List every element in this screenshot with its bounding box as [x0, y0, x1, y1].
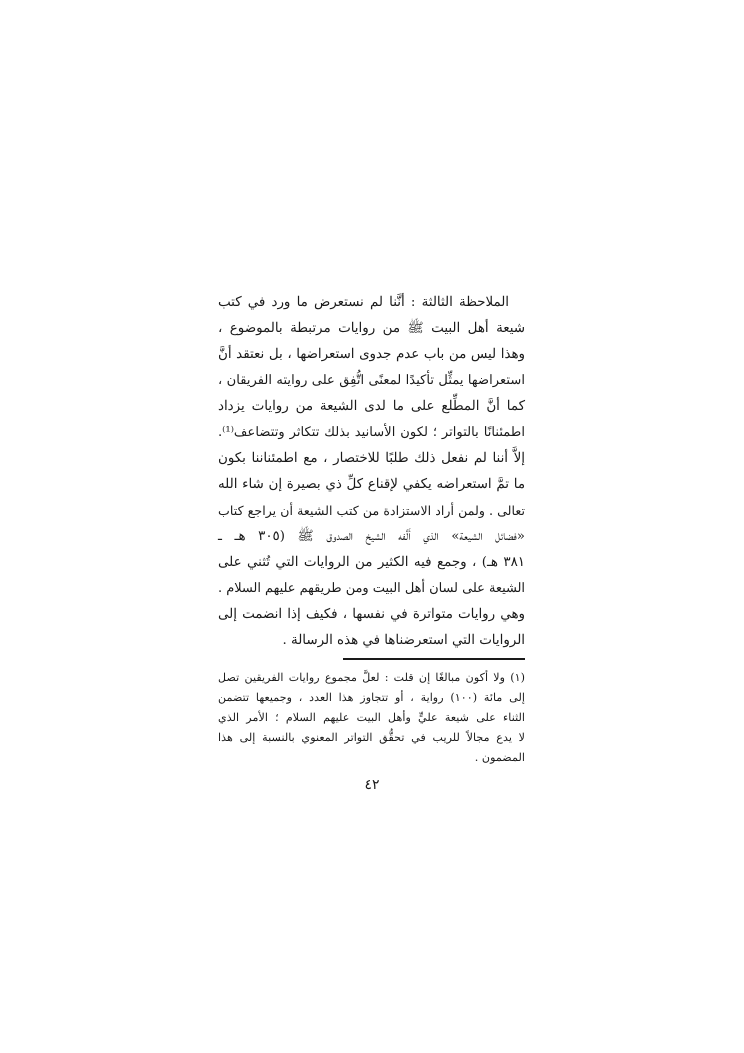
text-line: «فضائل الشيعة» الذي أَلَّفه الشيخ الصدوق ﷺ (٣٠٥ هـ ـ	[218, 529, 525, 544]
text-line: ٣٨١ هـ) ، وجمع فيه الكثير من الروايات التي تُثني على	[218, 555, 525, 570]
footnote-block	[218, 668, 525, 768]
text-line: وهذا ليس من باب عدم جدوى استعراضها ، بل نعتقد أنَّ	[218, 347, 525, 362]
text-line: اطمئنانًا بالتواتر ؛ لكون الأسانيد بذلك تتكاثر وتتضاعف⁽¹⁾.	[218, 425, 525, 440]
text-line: تعالى . ولمن أراد الاستزادة من كتب الشيعة أن يراجع كتاب	[218, 503, 525, 518]
footnote-line: إلى مائة (١٠٠) رواية ، أو تتجاوز هذا العدد ، وجميعها تتضمن	[218, 691, 525, 704]
text-line: الشيعة على لسان أهل البيت ومن طريقهم عليهم السلام .	[218, 581, 525, 596]
text-line: استعراضها يمثِّل تأكيدًا لمعنًى اتُّفِق على روايته الفريقان ،	[218, 373, 525, 388]
footnote-line: لا يدع مجالاً للريب في تحقُّق التواتر المعنوي بالنسبة إلى هذا	[218, 731, 525, 744]
footnote-separator	[343, 658, 525, 660]
footnote-line: (١) ولا أكون مبالغًا إن قلت : لعلَّ مجموع روايات الفريقين تصل	[218, 671, 525, 684]
text-line: إلاَّ أننا لم نفعل ذلك طلبًا للاختصار ، مع اطمئناننا بكون	[218, 451, 525, 466]
text-line: ما تمَّ استعراضه يكفي لإقناع كلِّ ذي بصيرة إن شاء الله	[218, 477, 525, 492]
footnote-line: المضمون .	[474, 751, 525, 764]
text-line: شيعة أهل البيت ﷺ من روايات مرتبطة بالموضوع ،	[218, 321, 525, 336]
text-line: وهي روايات متواترة في نفسها ، فكيف إذا انضمت إلى	[218, 607, 525, 622]
text-line: كما أنَّ المطِّلع على ما لدى الشيعة من روايات يزداد	[218, 399, 525, 414]
text-line: الروايات التي استعرضناها في هذه الرسالة .	[282, 633, 525, 648]
text-line: الملاحظة الثالثة : أنَّنا لم نستعرض ما ورد في كتب	[218, 295, 509, 310]
main-text-block	[218, 290, 525, 654]
footnote-line: الثناء على شيعة عليٍّ وأهل البيت عليهم السلام ؛ الأمر الذي	[218, 711, 525, 724]
page-number: ٤٢	[364, 777, 380, 793]
